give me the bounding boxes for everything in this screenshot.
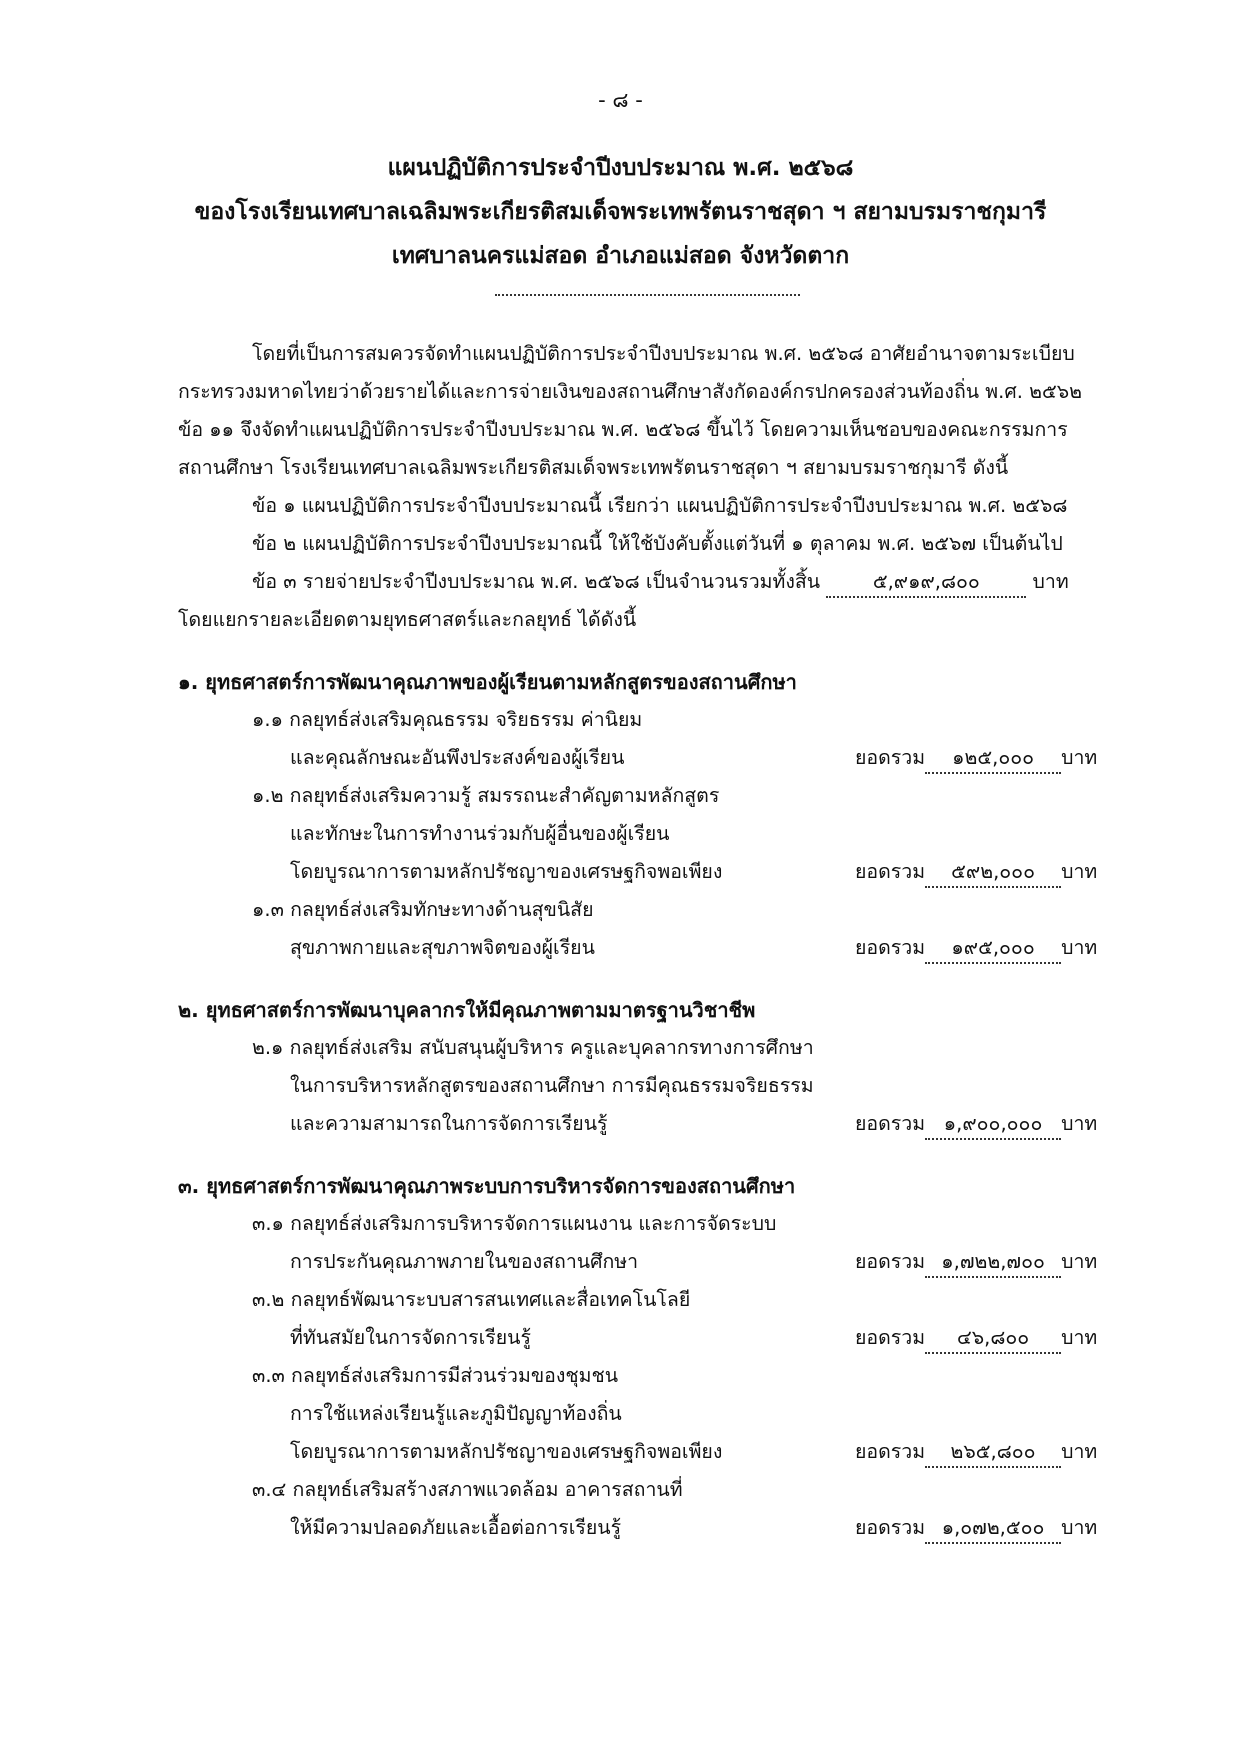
strategy-3-4-line-2: ให้มีความปลอดภัยและเอื้อต่อการเรียนรู้ bbox=[290, 1516, 622, 1539]
total-label: ยอดรวม bbox=[855, 1440, 926, 1463]
total-unit: บาท bbox=[1061, 1250, 1098, 1273]
strategy-1-1-total bbox=[855, 744, 1097, 774]
strategy-2-1-line-2: ในการบริหารหลักสูตรของสถานศึกษา การมีคุณธรรมจริยธรรม bbox=[290, 1074, 814, 1097]
clause-2: ข้อ ๒ แผนปฏิบัติการประจำปีงบประมาณนี้ ให้ใช้บังคับตั้งแต่วันที่ ๑ ตุลาคม พ.ศ. ๒๕๖๗ เป็นต้นไป bbox=[252, 532, 1063, 555]
total-label: ยอดรวม bbox=[855, 746, 926, 769]
preamble-line-1: โดยที่เป็นการสมควรจัดทำแผนปฏิบัติการประจำปีงบประมาณ พ.ศ. ๒๕๖๘ อาศัยอำนาจตามระเบียบ bbox=[252, 342, 1075, 365]
clause-3 bbox=[252, 568, 1069, 598]
total-amount: ๑,๙๐๐,๐๐๐ bbox=[925, 1110, 1061, 1140]
clause-3-text: ข้อ ๓ รายจ่ายประจำปีงบประมาณ พ.ศ. ๒๕๖๘ เป็นจำนวนรวมทั้งสิ้น bbox=[252, 570, 821, 593]
total-label: ยอดรวม bbox=[855, 936, 926, 959]
total-unit: บาท bbox=[1061, 1112, 1098, 1135]
preamble-line-3: ข้อ ๑๑ จึงจัดทำแผนปฏิบัติการประจำปีงบประมาณ พ.ศ. ๒๕๖๘ ขึ้นไว้ โดยความเห็นชอบของคณะกรรมการ bbox=[178, 418, 1068, 441]
total-amount: ๑,๐๗๒,๕๐๐ bbox=[925, 1514, 1061, 1544]
total-amount: ๕๙๒,๐๐๐ bbox=[925, 858, 1061, 888]
grand-total-unit: บาท bbox=[1032, 570, 1069, 593]
total-amount: ๑๙๕,๐๐๐ bbox=[925, 934, 1061, 964]
strategy-1-1-line-2: และคุณลักษณะอันพึงประสงค์ของผู้เรียน bbox=[290, 746, 625, 769]
strategy-3-3-line-1: ๓.๓ กลยุทธ์ส่งเสริมการมีส่วนร่วมของชุมชน bbox=[252, 1364, 619, 1387]
total-amount: ๔๖,๘๐๐ bbox=[925, 1324, 1061, 1354]
clause-3-continuation: โดยแยกรายละเอียดตามยุทธศาสตร์และกลยุทธ์ ได้ดังนี้ bbox=[178, 608, 637, 631]
strategy-3-2-line-1: ๓.๒ กลยุทธ์พัฒนาระบบสารสนเทศและสื่อเทคโนโลยี bbox=[252, 1288, 691, 1311]
section-3-heading: ๓. ยุทธศาสตร์การพัฒนาคุณภาพระบบการบริหารจัดการของสถานศึกษา bbox=[178, 1174, 796, 1198]
total-unit: บาท bbox=[1061, 1326, 1098, 1349]
title-line-3: เทศบาลนครแม่สอด อำเภอแม่สอด จังหวัดตาก bbox=[391, 243, 850, 269]
total-label: ยอดรวม bbox=[855, 1250, 926, 1273]
total-unit: บาท bbox=[1061, 746, 1098, 769]
strategy-2-1-total bbox=[855, 1110, 1097, 1140]
strategy-1-3-total bbox=[855, 934, 1097, 964]
section-1-heading: ๑. ยุทธศาสตร์การพัฒนาคุณภาพของผู้เรียนตามหลักสูตรของสถานศึกษา bbox=[178, 670, 797, 694]
title-divider bbox=[495, 294, 800, 296]
strategy-1-2-line-3: โดยบูรณาการตามหลักปรัชญาของเศรษฐกิจพอเพียง bbox=[290, 860, 723, 883]
preamble-line-4: สถานศึกษา โรงเรียนเทศบาลเฉลิมพระเกียรติสมเด็จพระเทพรัตนราชสุดา ฯ สยามบรมราชกุมารี ดังนี้ bbox=[178, 456, 1009, 479]
total-unit: บาท bbox=[1061, 936, 1098, 959]
total-unit: บาท bbox=[1061, 860, 1098, 883]
grand-total-amount: ๕,๙๑๙,๘๐๐ bbox=[826, 568, 1026, 598]
strategy-3-1-line-2: การประกันคุณภาพภายในของสถานศึกษา bbox=[290, 1250, 639, 1273]
total-label: ยอดรวม bbox=[855, 1516, 926, 1539]
clause-1: ข้อ ๑ แผนปฏิบัติการประจำปีงบประมาณนี้ เรียกว่า แผนปฏิบัติการประจำปีงบประมาณ พ.ศ. ๒๕๖๘ bbox=[252, 494, 1068, 517]
strategy-3-4-total bbox=[855, 1514, 1097, 1544]
strategy-3-3-line-2: การใช้แหล่งเรียนรู้และภูมิปัญญาท้องถิ่น bbox=[290, 1402, 622, 1425]
strategy-3-1-total bbox=[855, 1248, 1097, 1278]
total-unit: บาท bbox=[1061, 1440, 1098, 1463]
strategy-3-3-total bbox=[855, 1438, 1097, 1468]
strategy-1-2-line-2: และทักษะในการทำงานร่วมกับผู้อื่นของผู้เรียน bbox=[290, 822, 670, 845]
page-number: - ๘ - bbox=[598, 88, 643, 112]
title-line-2: ของโรงเรียนเทศบาลเฉลิมพระเกียรติสมเด็จพระเทพรัตนราชสุดา ฯ สยามบรมราชกุมารี bbox=[194, 199, 1047, 225]
total-label: ยอดรวม bbox=[855, 860, 926, 883]
total-amount: ๑๒๕,๐๐๐ bbox=[925, 744, 1061, 774]
total-amount: ๒๖๕,๘๐๐ bbox=[925, 1438, 1061, 1468]
total-label: ยอดรวม bbox=[855, 1326, 926, 1349]
strategy-1-3-line-2: สุขภาพกายและสุขภาพจิตของผู้เรียน bbox=[290, 936, 595, 959]
strategy-3-4-line-1: ๓.๔ กลยุทธ์เสริมสร้างสภาพแวดล้อม อาคารสถานที่ bbox=[252, 1478, 683, 1501]
title-line-1: แผนปฏิบัติการประจำปีงบประมาณ พ.ศ. ๒๕๖๘ bbox=[387, 155, 854, 181]
strategy-1-2-total bbox=[855, 858, 1097, 888]
strategy-1-1-line-1: ๑.๑ กลยุทธ์ส่งเสริมคุณธรรม จริยธรรม ค่านิยม bbox=[252, 708, 643, 731]
total-amount: ๑,๗๒๒,๗๐๐ bbox=[925, 1248, 1061, 1278]
strategy-2-1-line-3: และความสามารถในการจัดการเรียนรู้ bbox=[290, 1112, 608, 1135]
total-label: ยอดรวม bbox=[855, 1112, 926, 1135]
strategy-3-2-line-2: ที่ทันสมัยในการจัดการเรียนรู้ bbox=[290, 1326, 531, 1349]
strategy-3-3-line-3: โดยบูรณาการตามหลักปรัชญาของเศรษฐกิจพอเพียง bbox=[290, 1440, 723, 1463]
strategy-1-3-line-1: ๑.๓ กลยุทธ์ส่งเสริมทักษะทางด้านสุขนิสัย bbox=[252, 898, 594, 921]
strategy-3-2-total bbox=[855, 1324, 1097, 1354]
section-2-heading: ๒. ยุทธศาสตร์การพัฒนาบุคลากรให้มีคุณภาพตามมาตรฐานวิชาชีพ bbox=[178, 998, 756, 1022]
document-title bbox=[0, 146, 1241, 278]
strategy-3-1-line-1: ๓.๑ กลยุทธ์ส่งเสริมการบริหารจัดการแผนงาน และการจัดระบบ bbox=[252, 1212, 777, 1235]
strategy-2-1-line-1: ๒.๑ กลยุทธ์ส่งเสริม สนับสนุนผู้บริหาร ครูและบุคลากรทางการศึกษา bbox=[252, 1036, 814, 1059]
strategy-1-2-line-1: ๑.๒ กลยุทธ์ส่งเสริมความรู้ สมรรถนะสำคัญตามหลักสูตร bbox=[252, 784, 720, 807]
preamble-line-2: กระทรวงมหาดไทยว่าด้วยรายได้และการจ่ายเงินของสถานศึกษาสังกัดองค์กรปกครองส่วนท้องถิ่น พ.ศ. ๒๕๖๒ bbox=[178, 380, 1082, 403]
total-unit: บาท bbox=[1061, 1516, 1098, 1539]
